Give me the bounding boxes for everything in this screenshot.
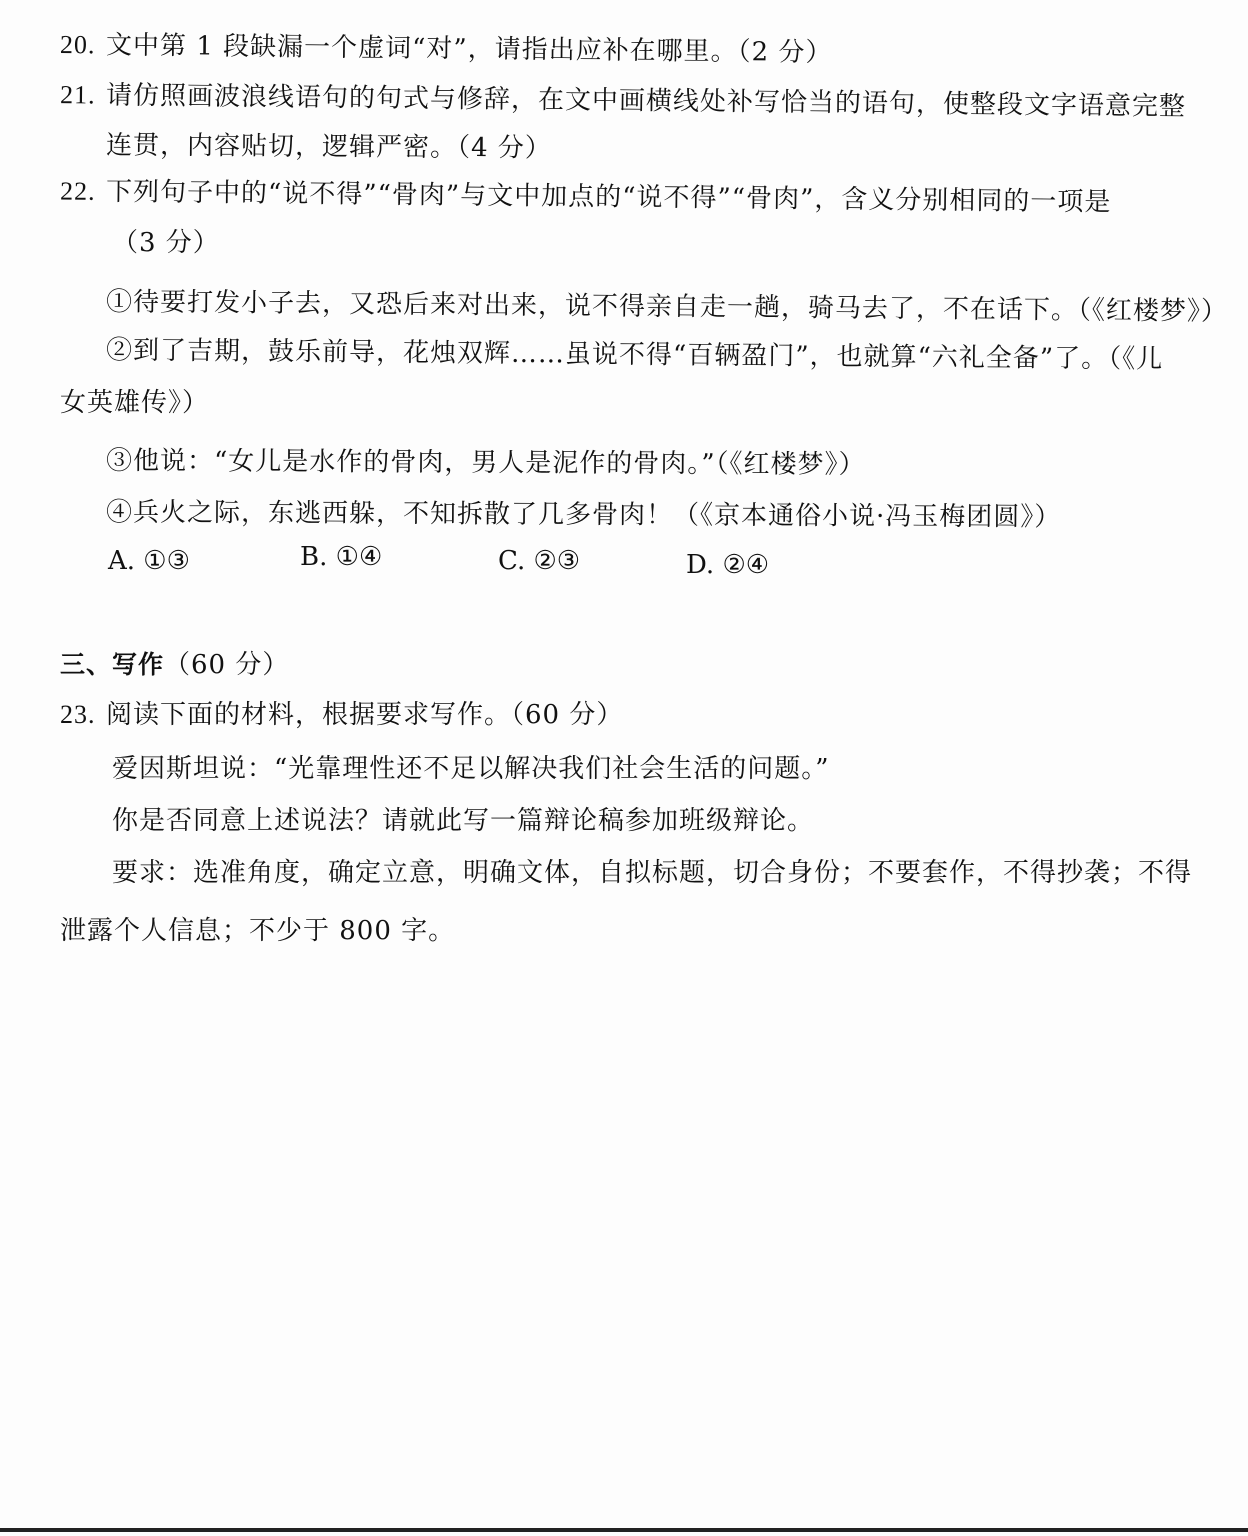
section-3-title: 三、写作 (60, 650, 165, 679)
question-20 (60, 28, 833, 70)
question-22-line-1: 下列句子中的“说不得”“骨肉”与文中加点的“说不得”“骨肉”，含义分别相同的一项是 (105, 176, 1112, 218)
question-22-item-2: ②到了吉期，鼓乐前导，花烛双辉……虽说不得“百辆盈门”，也就算“六礼全备”了。（《儿 (105, 335, 1164, 375)
section-3-score: （60 分） (164, 650, 290, 680)
question-22 (60, 174, 1112, 219)
section-3-heading (60, 648, 289, 682)
question-20-text: 文中第 1 段缺漏一个虚词“对”，请指出应补在哪里。（2 分） (105, 30, 833, 69)
option-a: A. ①③ (108, 546, 190, 576)
question-22-item-2-continued: 女英雄传》） (60, 388, 210, 418)
question-22-item-1: ①待要打发小子去，又恐后来对出来，说不得亲自走一趟，骑马去了，不在话下。（《红楼梦》） (105, 287, 1229, 327)
question-21-line-2: 连贯，内容贴切，逻辑严密。（4 分） (105, 130, 552, 164)
question-23-requirements: 要求：选准角度，确定立意，明确文体，自拟标题，切合身份；不要套作，不得抄袭；不得 (112, 858, 1193, 888)
question-21-line-1: 请仿照画波浪线语句的句式与修辞，在文中画横线处补写恰当的语句，使整段文字语意完整 (105, 80, 1187, 122)
question-23 (60, 698, 623, 732)
question-21 (60, 78, 1186, 124)
option-d: D. ②④ (686, 550, 770, 580)
option-b: B. ①④ (300, 542, 383, 572)
bottom-border (0, 1528, 1248, 1532)
question-23-quote: 爱因斯坦说：“光靠理性还不足以解决我们社会生活的问题。” (112, 754, 830, 784)
option-c: C. ②③ (498, 546, 581, 576)
question-22-line-2: （3 分） (112, 228, 220, 258)
question-20-number: 20. (59, 29, 96, 60)
question-22-item-3: ③他说：“女儿是水作的骨肉，男人是泥作的骨肉。”（《红楼梦》） (105, 446, 866, 480)
question-23-number: 23. (60, 700, 96, 729)
question-23-line-1: 阅读下面的材料，根据要求写作。（60 分） (106, 700, 624, 730)
question-21-number: 21. (59, 80, 96, 110)
question-22-item-4: ④兵火之际，东逃西躲，不知拆散了几多骨肉！（《京本通俗小说·冯玉梅团圆》） (105, 497, 1062, 533)
question-23-prompt: 你是否同意上述说法？请就此写一篇辩论稿参加班级辩论。 (112, 806, 815, 836)
question-23-requirements-continued: 泄露个人信息；不少于 800 字。 (60, 916, 456, 946)
question-22-number: 22. (59, 176, 96, 206)
